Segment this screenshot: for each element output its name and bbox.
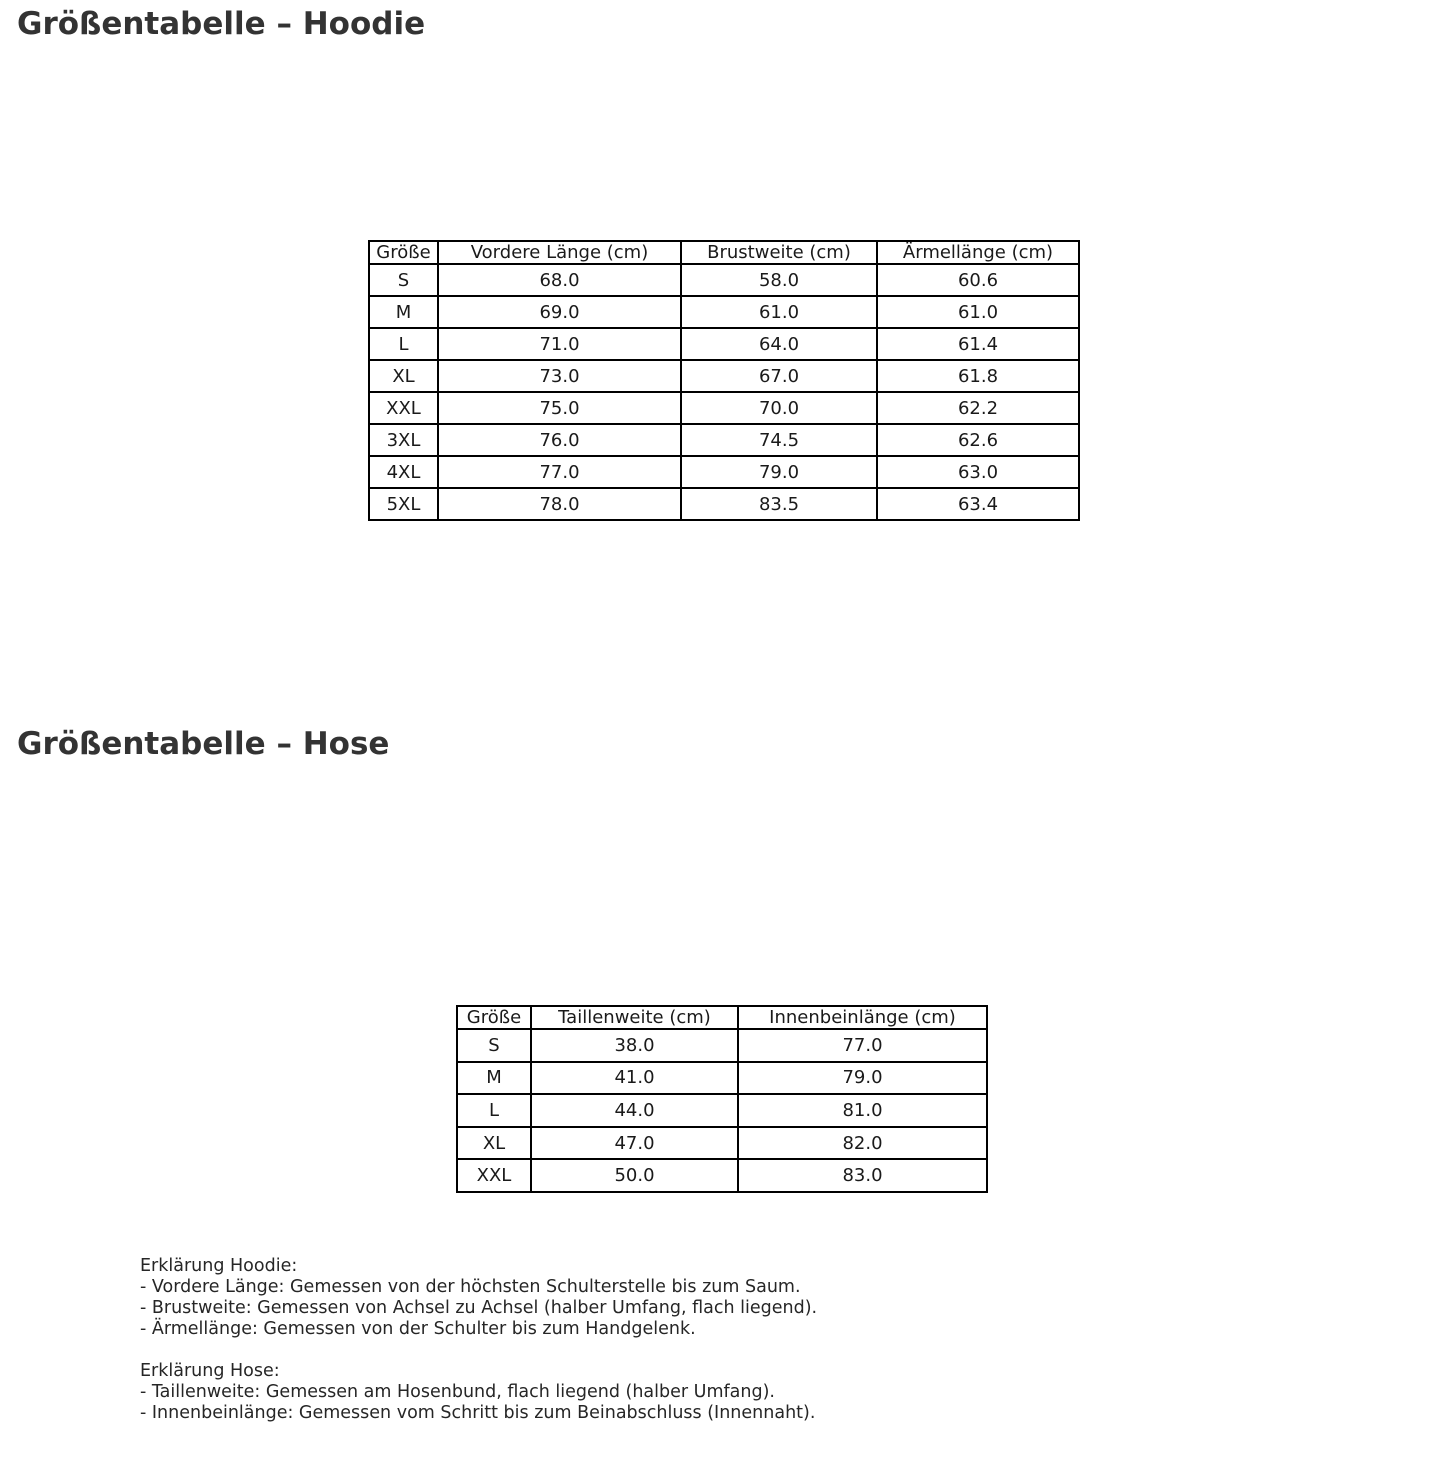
table-row <box>369 456 1079 488</box>
value-cell: 61.4 <box>877 328 1079 360</box>
value-cell: 83.0 <box>738 1159 987 1192</box>
value-cell: 47.0 <box>531 1127 738 1160</box>
value-cell: 61.8 <box>877 360 1079 392</box>
explanation-hose <box>140 1361 815 1424</box>
note-line: - Brustweite: Gemessen von Achsel zu Achsel (halber Umfang, flach liegend). <box>140 1298 818 1318</box>
table-row <box>369 296 1079 328</box>
size-cell: 5XL <box>369 488 438 520</box>
note-line: - Innenbeinlänge: Gemessen vom Schritt bis zum Beinabschluss (Innennaht). <box>140 1403 816 1423</box>
value-cell: 64.0 <box>681 328 877 360</box>
column-header: Taillenweite (cm) <box>531 1006 738 1029</box>
size-cell: XXL <box>369 392 438 424</box>
explanation-hoodie <box>140 1256 817 1340</box>
size-cell: M <box>369 296 438 328</box>
value-cell: 69.0 <box>438 296 681 328</box>
explanation-hose-heading: Erklärung Hose: <box>140 1361 280 1381</box>
hose-size-table <box>456 1005 988 1193</box>
value-cell: 61.0 <box>877 296 1079 328</box>
value-cell: 50.0 <box>531 1159 738 1192</box>
table-row <box>369 392 1079 424</box>
note-line: - Vordere Länge: Gemessen von der höchsten Schulterstelle bis zum Saum. <box>140 1277 801 1297</box>
value-cell: 74.5 <box>681 424 877 456</box>
size-cell: S <box>369 264 438 296</box>
value-cell: 62.6 <box>877 424 1079 456</box>
value-cell: 83.5 <box>681 488 877 520</box>
value-cell: 63.0 <box>877 456 1079 488</box>
value-cell: 63.4 <box>877 488 1079 520</box>
table-row <box>369 488 1079 520</box>
column-header: Brustweite (cm) <box>681 241 877 264</box>
value-cell: 71.0 <box>438 328 681 360</box>
value-cell: 44.0 <box>531 1094 738 1127</box>
size-cell: 4XL <box>369 456 438 488</box>
value-cell: 75.0 <box>438 392 681 424</box>
column-header: Innenbeinlänge (cm) <box>738 1006 987 1029</box>
value-cell: 62.2 <box>877 392 1079 424</box>
value-cell: 67.0 <box>681 360 877 392</box>
value-cell: 81.0 <box>738 1094 987 1127</box>
value-cell: 78.0 <box>438 488 681 520</box>
value-cell: 61.0 <box>681 296 877 328</box>
size-cell: L <box>457 1094 531 1127</box>
table-row <box>457 1159 987 1192</box>
size-cell: L <box>369 328 438 360</box>
column-header: Größe <box>457 1006 531 1029</box>
size-cell: XXL <box>457 1159 531 1192</box>
value-cell: 68.0 <box>438 264 681 296</box>
page-title-hoodie: Größentabelle – Hoodie <box>17 6 426 42</box>
note-line: - Taillenweite: Gemessen am Hosenbund, flach liegend (halber Umfang). <box>140 1382 775 1402</box>
value-cell: 70.0 <box>681 392 877 424</box>
table-header-row <box>457 1006 987 1029</box>
table-row <box>369 360 1079 392</box>
note-line: - Ärmellänge: Gemessen von der Schulter bis zum Handgelenk. <box>140 1319 696 1339</box>
value-cell: 77.0 <box>438 456 681 488</box>
value-cell: 76.0 <box>438 424 681 456</box>
value-cell: 82.0 <box>738 1127 987 1160</box>
table-row <box>457 1062 987 1095</box>
value-cell: 41.0 <box>531 1062 738 1095</box>
column-header: Vordere Länge (cm) <box>438 241 681 264</box>
value-cell: 60.6 <box>877 264 1079 296</box>
page-title-hose: Größentabelle – Hose <box>17 726 390 762</box>
value-cell: 73.0 <box>438 360 681 392</box>
table-header-row <box>369 241 1079 264</box>
value-cell: 58.0 <box>681 264 877 296</box>
size-cell: 3XL <box>369 424 438 456</box>
column-header: Größe <box>369 241 438 264</box>
size-cell: M <box>457 1062 531 1095</box>
column-header: Ärmellänge (cm) <box>877 241 1079 264</box>
table-row <box>457 1094 987 1127</box>
value-cell: 79.0 <box>681 456 877 488</box>
value-cell: 77.0 <box>738 1029 987 1062</box>
explanation-hoodie-heading: Erklärung Hoodie: <box>140 1256 298 1276</box>
value-cell: 79.0 <box>738 1062 987 1095</box>
table-row <box>457 1127 987 1160</box>
hoodie-size-table <box>368 240 1080 521</box>
table-row <box>369 424 1079 456</box>
table-row <box>457 1029 987 1062</box>
value-cell: 38.0 <box>531 1029 738 1062</box>
table-row <box>369 264 1079 296</box>
size-cell: S <box>457 1029 531 1062</box>
table-row <box>369 328 1079 360</box>
size-cell: XL <box>369 360 438 392</box>
size-cell: XL <box>457 1127 531 1160</box>
